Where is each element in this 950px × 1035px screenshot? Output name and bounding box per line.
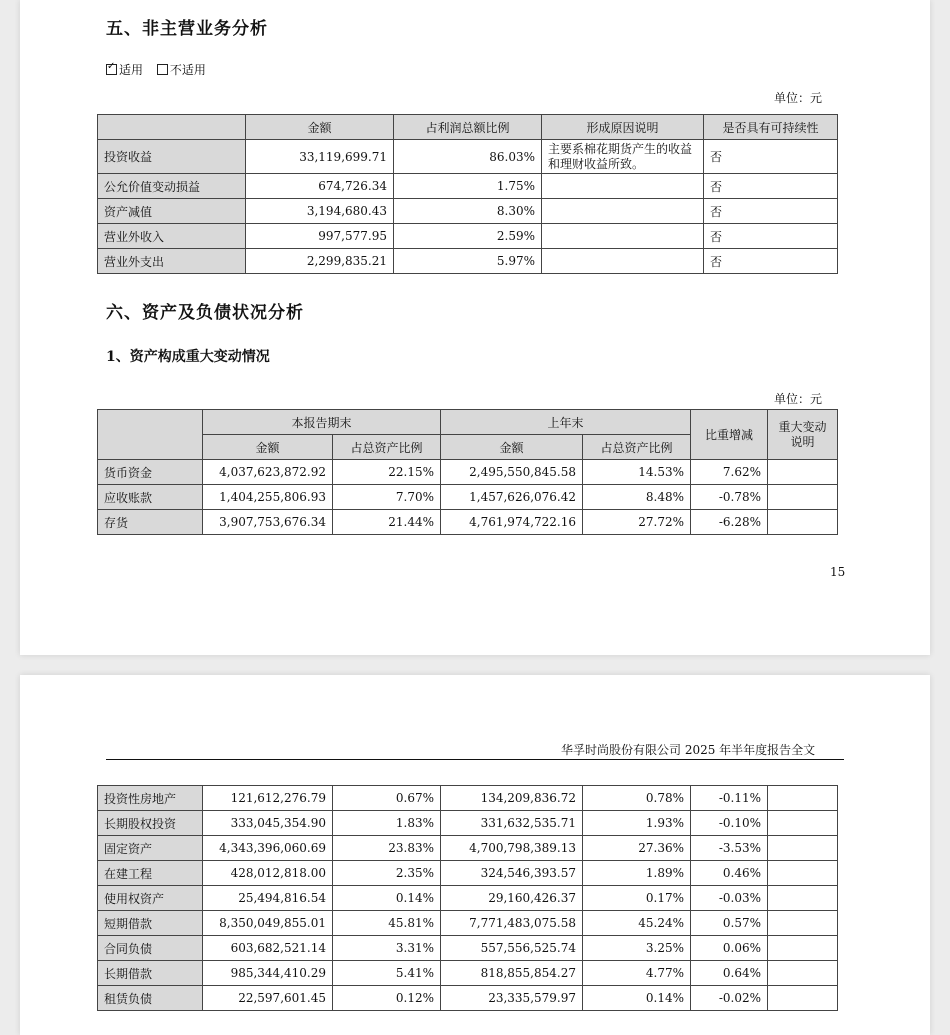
reason-cell (542, 174, 704, 199)
row-label: 投资收益 (98, 140, 246, 174)
sustainable-cell: 否 (704, 249, 838, 274)
header-sustainable: 是否具有可持续性 (704, 115, 838, 140)
row-label: 应收账款 (98, 485, 203, 510)
cur-ratio-cell: 21.44% (333, 510, 441, 535)
prior-ratio-cell: 1.93% (583, 811, 691, 836)
prior-amount-cell: 134,209,836.72 (441, 786, 583, 811)
note-cell (768, 460, 838, 485)
ratio-cell: 5.97% (394, 249, 542, 274)
header-amount: 金额 (246, 115, 394, 140)
table-row (98, 510, 838, 535)
table-row (98, 249, 838, 274)
table-header-row (98, 410, 838, 435)
note-cell (768, 911, 838, 936)
section6-unit: 单位：元 (774, 392, 823, 406)
note-cell (768, 861, 838, 886)
reason-cell (542, 224, 704, 249)
reason-cell (542, 199, 704, 224)
prior-ratio-cell: 0.17% (583, 886, 691, 911)
section5-title: 五、非主营业务分析 (106, 19, 268, 39)
change-cell: -0.10% (691, 811, 768, 836)
table-row (98, 224, 838, 249)
cur-amount-cell: 1,404,255,806.93 (203, 485, 333, 510)
prior-ratio-cell: 14.53% (583, 460, 691, 485)
checkbox-checked-icon[interactable] (106, 64, 117, 75)
prior-amount-cell: 1,457,626,076.42 (441, 485, 583, 510)
amount-cell: 3,194,680.43 (246, 199, 394, 224)
amount-cell: 2,299,835.21 (246, 249, 394, 274)
cur-amount-cell: 603,682,521.14 (203, 936, 333, 961)
row-label: 长期借款 (98, 961, 203, 986)
prior-amount-cell: 23,335,579.97 (441, 986, 583, 1011)
prior-amount-cell: 4,700,798,389.13 (441, 836, 583, 861)
row-label: 公允价值变动损益 (98, 174, 246, 199)
prior-amount-cell: 331,632,535.71 (441, 811, 583, 836)
document-page-2 (20, 675, 930, 1035)
header-blank (98, 410, 203, 460)
note-cell (768, 936, 838, 961)
prior-amount-cell: 7,771,483,075.58 (441, 911, 583, 936)
cur-amount-cell: 22,597,601.45 (203, 986, 333, 1011)
section6-title: 六、资产及负债状况分析 (106, 303, 304, 323)
note-cell (768, 786, 838, 811)
section6-subtitle: 1、资产构成重大变动情况 (106, 349, 270, 365)
note-cell (768, 886, 838, 911)
header-prior-year: 上年末 (441, 410, 691, 435)
applicability-options (106, 61, 216, 78)
sustainable-cell: 否 (704, 140, 838, 174)
ratio-cell: 1.75% (394, 174, 542, 199)
table-row (98, 140, 838, 174)
row-label: 在建工程 (98, 861, 203, 886)
header-prior-amount: 金额 (441, 435, 583, 460)
change-cell: 0.57% (691, 911, 768, 936)
reason-cell: 主要系棉花期货产生的收益和理财收益所致。 (542, 140, 704, 174)
non-core-business-table (97, 114, 838, 274)
cur-amount-cell: 8,350,049,855.01 (203, 911, 333, 936)
prior-amount-cell: 557,556,525.74 (441, 936, 583, 961)
change-cell: 0.46% (691, 861, 768, 886)
prior-ratio-cell: 8.48% (583, 485, 691, 510)
option-applicable[interactable]: ✓适用 (106, 63, 143, 77)
table-row (98, 460, 838, 485)
header-change: 比重增减 (691, 410, 768, 460)
sustainable-cell: 否 (704, 174, 838, 199)
cur-ratio-cell: 0.12% (333, 986, 441, 1011)
page-number: 15 (830, 565, 846, 579)
row-label: 货币资金 (98, 460, 203, 485)
prior-ratio-cell: 0.14% (583, 986, 691, 1011)
change-cell: 0.64% (691, 961, 768, 986)
header-prior-ratio: 占总资产比例 (583, 435, 691, 460)
amount-cell: 997,577.95 (246, 224, 394, 249)
header-cur-amount: 金额 (203, 435, 333, 460)
row-label: 租赁负债 (98, 986, 203, 1011)
header-reason: 形成原因说明 (542, 115, 704, 140)
row-label: 营业外支出 (98, 249, 246, 274)
row-label: 合同负债 (98, 936, 203, 961)
prior-amount-cell: 2,495,550,845.58 (441, 460, 583, 485)
note-cell (768, 485, 838, 510)
table-row (98, 811, 838, 836)
change-cell: -6.28% (691, 510, 768, 535)
note-cell (768, 836, 838, 861)
prior-ratio-cell: 27.36% (583, 836, 691, 861)
table-row (98, 861, 838, 886)
cur-amount-cell: 985,344,410.29 (203, 961, 333, 986)
asset-composition-table (97, 409, 838, 535)
cur-ratio-cell: 45.81% (333, 911, 441, 936)
change-cell: 7.62% (691, 460, 768, 485)
reason-cell (542, 249, 704, 274)
cur-amount-cell: 4,037,623,872.92 (203, 460, 333, 485)
note-cell (768, 811, 838, 836)
row-label: 短期借款 (98, 911, 203, 936)
table-row (98, 199, 838, 224)
note-cell (768, 510, 838, 535)
prior-amount-cell: 818,855,854.27 (441, 961, 583, 986)
row-label: 固定资产 (98, 836, 203, 861)
prior-amount-cell: 324,546,393.57 (441, 861, 583, 886)
note-cell (768, 986, 838, 1011)
change-cell: 0.06% (691, 936, 768, 961)
prior-ratio-cell: 0.78% (583, 786, 691, 811)
ratio-cell: 2.59% (394, 224, 542, 249)
table-row (98, 174, 838, 199)
table-header-row (98, 115, 838, 140)
change-cell: -0.78% (691, 485, 768, 510)
prior-ratio-cell: 27.72% (583, 510, 691, 535)
cur-ratio-cell: 7.70% (333, 485, 441, 510)
row-label: 资产减值 (98, 199, 246, 224)
cur-ratio-cell: 23.83% (333, 836, 441, 861)
change-cell: -3.53% (691, 836, 768, 861)
header-blank (98, 115, 246, 140)
section5-unit: 单位：元 (774, 91, 823, 105)
cur-amount-cell: 333,045,354.90 (203, 811, 333, 836)
header-profit-ratio: 占利润总额比例 (394, 115, 542, 140)
ratio-cell: 86.03% (394, 140, 542, 174)
row-label: 长期股权投资 (98, 811, 203, 836)
cur-amount-cell: 3,907,753,676.34 (203, 510, 333, 535)
row-label: 使用权资产 (98, 886, 203, 911)
amount-cell: 674,726.34 (246, 174, 394, 199)
row-label: 存货 (98, 510, 203, 535)
table-row (98, 836, 838, 861)
change-cell: -0.03% (691, 886, 768, 911)
change-cell: -0.11% (691, 786, 768, 811)
amount-cell: 33,119,699.71 (246, 140, 394, 174)
change-cell: -0.02% (691, 986, 768, 1011)
document-page-1 (20, 0, 930, 655)
table-row (98, 911, 838, 936)
prior-ratio-cell: 1.89% (583, 861, 691, 886)
cur-amount-cell: 4,343,396,060.69 (203, 836, 333, 861)
header-current-period: 本报告期末 (203, 410, 441, 435)
asset-composition-table-continued (97, 785, 838, 1011)
cur-amount-cell: 25,494,816.54 (203, 886, 333, 911)
cur-amount-cell: 428,012,818.00 (203, 861, 333, 886)
note-cell (768, 961, 838, 986)
prior-amount-cell: 4,761,974,722.16 (441, 510, 583, 535)
table-row (98, 936, 838, 961)
row-label: 投资性房地产 (98, 786, 203, 811)
table-row (98, 886, 838, 911)
running-header: 华孚时尚股份有限公司 2025 年半年度报告全文 (561, 743, 816, 757)
header-rule (106, 759, 844, 760)
cur-amount-cell: 121,612,276.79 (203, 786, 333, 811)
header-cur-ratio: 占总资产比例 (333, 435, 441, 460)
table-row (98, 485, 838, 510)
prior-ratio-cell: 4.77% (583, 961, 691, 986)
prior-ratio-cell: 45.24% (583, 911, 691, 936)
table-row (98, 786, 838, 811)
header-note: 重大变动说明 (768, 410, 838, 460)
cur-ratio-cell: 3.31% (333, 936, 441, 961)
ratio-cell: 8.30% (394, 199, 542, 224)
option-not-applicable[interactable]: 不适用 (157, 63, 206, 77)
cur-ratio-cell: 1.83% (333, 811, 441, 836)
sustainable-cell: 否 (704, 199, 838, 224)
cur-ratio-cell: 22.15% (333, 460, 441, 485)
cur-ratio-cell: 2.35% (333, 861, 441, 886)
row-label: 营业外收入 (98, 224, 246, 249)
prior-ratio-cell: 3.25% (583, 936, 691, 961)
prior-amount-cell: 29,160,426.37 (441, 886, 583, 911)
table-row (98, 961, 838, 986)
sustainable-cell: 否 (704, 224, 838, 249)
cur-ratio-cell: 0.67% (333, 786, 441, 811)
checkbox-unchecked-icon[interactable] (157, 64, 168, 75)
table-row (98, 986, 838, 1011)
cur-ratio-cell: 5.41% (333, 961, 441, 986)
cur-ratio-cell: 0.14% (333, 886, 441, 911)
